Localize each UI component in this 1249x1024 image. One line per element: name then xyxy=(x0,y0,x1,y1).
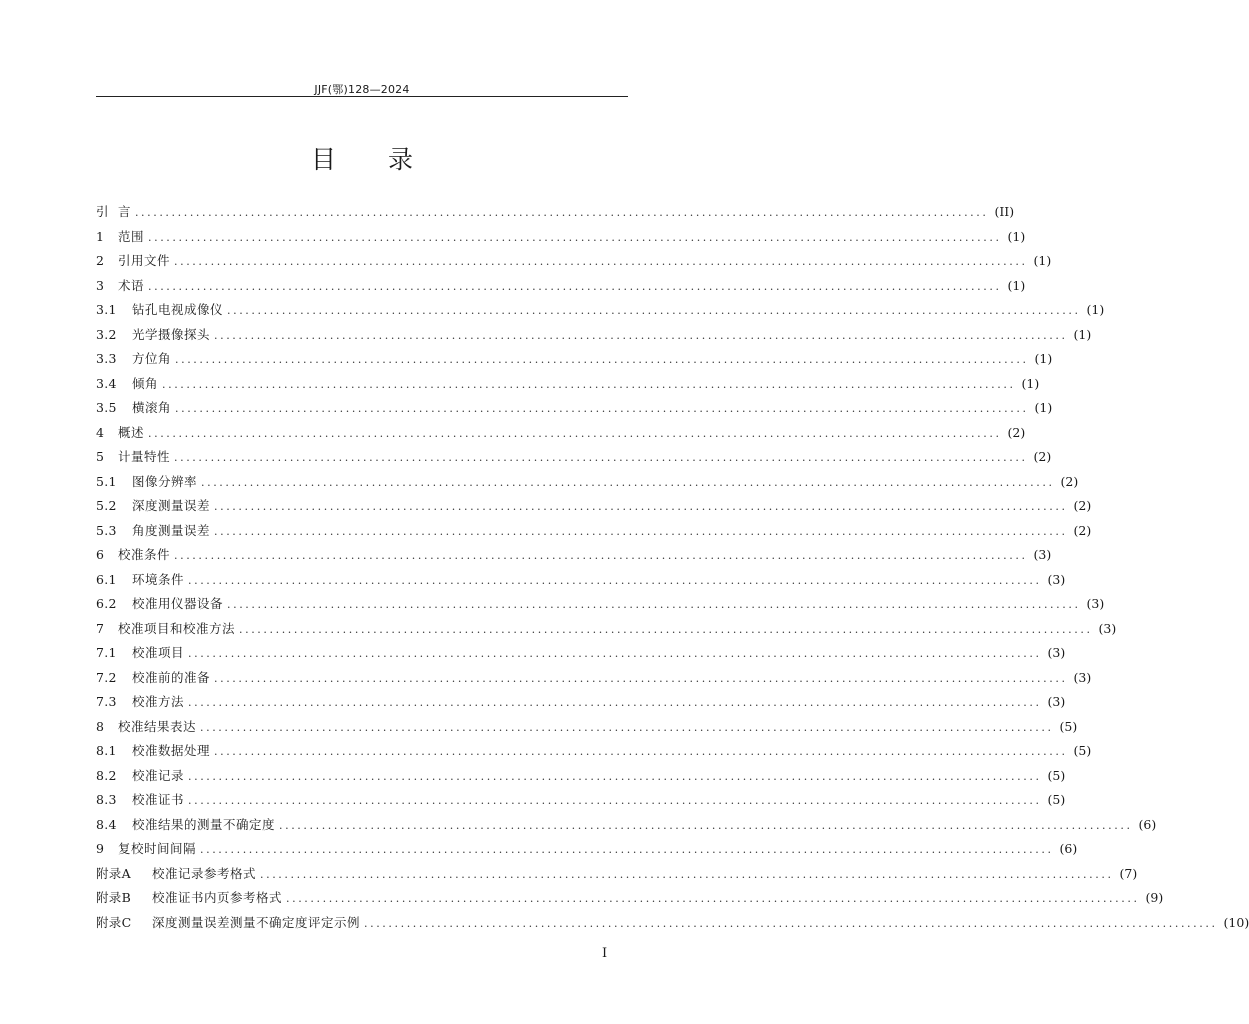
toc-leader-dots: ............................................................................................................................................ xyxy=(148,279,1002,293)
toc-leader-dots: ............................................................................................................................................ xyxy=(214,500,1068,513)
toc-entry-label: 引 言 xyxy=(96,204,131,219)
toc-entry[interactable] xyxy=(96,690,1066,715)
toc-entry-label: 校准项目和校准方法 xyxy=(118,620,236,636)
toc-entry-number: 7.2 xyxy=(96,669,117,685)
toc-entry-page: (2) xyxy=(1060,473,1079,489)
toc-entry-label: 术语 xyxy=(118,277,145,293)
toc-entry[interactable] xyxy=(96,666,1092,691)
toc-leader-dots: ............................................................................................................................................ xyxy=(174,451,1028,464)
toc-entry-label: 计量特性 xyxy=(118,449,171,464)
toc-entry-number: 7 xyxy=(96,620,105,636)
toc-entry-number: 3.4 xyxy=(96,375,117,391)
toc-entry-label: 横滚角 xyxy=(132,400,172,415)
toc-entry[interactable] xyxy=(96,298,1105,323)
toc-entry-number: 附录C xyxy=(96,914,132,930)
toc-leader-dots: ............................................................................................................................................ xyxy=(214,328,1068,342)
toc-entry-label: 环境条件 xyxy=(132,571,185,587)
toc-entry-page: (3) xyxy=(1047,645,1066,660)
toc-entry-number: 附录B xyxy=(96,890,132,905)
toc-entry-number: 3.5 xyxy=(96,400,117,415)
toc-entry-number: 3 xyxy=(96,277,105,293)
toc-leader-dots: ............................................................................................................................................ xyxy=(188,647,1042,660)
toc-entry[interactable] xyxy=(96,592,1105,617)
toc-entry-label: 光学摄像探头 xyxy=(132,326,211,342)
toc-entry-number: 8 xyxy=(96,718,105,734)
toc-entry-label: 复校时间间隔 xyxy=(118,841,197,856)
toc-entry[interactable] xyxy=(96,543,1052,568)
toc-entry-page: (3) xyxy=(1086,596,1105,611)
toc-entry-label: 校准记录参考格式 xyxy=(152,865,257,881)
toc-entry-label: 概述 xyxy=(118,424,145,440)
toc-entry[interactable] xyxy=(96,249,1052,274)
toc-entry-label: 深度测量误差 xyxy=(132,498,211,513)
toc-entry[interactable] xyxy=(96,274,1026,299)
toc-entry-page: (3) xyxy=(1073,669,1092,685)
page-number: I xyxy=(602,946,608,961)
toc-entry[interactable] xyxy=(96,813,1157,838)
toc-leader-dots: ............................................................................................................................................ xyxy=(227,304,1081,317)
toc-entry-number: 6.2 xyxy=(96,596,117,611)
toc-entry[interactable] xyxy=(96,445,1052,470)
toc-entry-page: (1) xyxy=(1086,302,1105,317)
toc-entry-number: 9 xyxy=(96,841,105,856)
toc-entry[interactable] xyxy=(96,788,1066,813)
toc-entry-page: (1) xyxy=(1021,375,1040,391)
toc-entry-number: 6 xyxy=(96,547,105,562)
toc-leader-dots: ............................................................................................................................................ xyxy=(175,353,1029,366)
toc-leader-dots: ............................................................................................................................................ xyxy=(364,916,1218,930)
toc-leader-dots: ............................................................................................................................................ xyxy=(214,671,1068,685)
toc-entry-label: 引用文件 xyxy=(118,253,171,268)
toc-leader-dots: ............................................................................................................................................ xyxy=(174,255,1028,268)
toc-entry-number: 5.1 xyxy=(96,473,117,489)
toc-entry-label: 校准结果的测量不确定度 xyxy=(132,816,276,832)
toc-entry[interactable] xyxy=(96,911,1249,936)
toc-leader-dots: ............................................................................................................................................ xyxy=(188,769,1042,783)
toc-entry-number: 5 xyxy=(96,449,105,464)
table-of-contents xyxy=(96,200,1249,935)
toc-entry-label: 方位角 xyxy=(132,351,172,366)
toc-leader-dots: ............................................................................................................................................ xyxy=(286,892,1140,905)
toc-entry-label: 校准条件 xyxy=(118,547,171,562)
toc-entry-number: 8.2 xyxy=(96,767,117,783)
toc-entry-label: 校准前的准备 xyxy=(132,669,211,685)
toc-entry-page: (1) xyxy=(1007,228,1026,244)
toc-entry-page: (1) xyxy=(1007,277,1026,293)
toc-entry-number: 附录A xyxy=(96,865,131,881)
toc-entry-label: 图像分辨率 xyxy=(132,473,198,489)
toc-entry-label: 角度测量误差 xyxy=(132,522,211,538)
toc-entry-label: 校准项目 xyxy=(132,645,185,660)
toc-entry-page: (1) xyxy=(1073,326,1092,342)
toc-entry[interactable] xyxy=(96,764,1066,789)
toc-leader-dots: ............................................................................................................................................ xyxy=(188,573,1042,587)
toc-leader-dots: ............................................................................................................................................ xyxy=(188,696,1042,709)
toc-entry[interactable] xyxy=(96,715,1078,740)
toc-entry-page: (2) xyxy=(1033,449,1052,464)
toc-entry-label: 校准证书 xyxy=(132,792,185,807)
toc-leader-dots: ............................................................................................................................................ xyxy=(201,475,1055,489)
toc-entry[interactable] xyxy=(96,617,1117,642)
toc-leader-dots: ............................................................................................................................................ xyxy=(200,720,1054,734)
toc-entry[interactable] xyxy=(96,739,1092,764)
toc-entry-number: 7.3 xyxy=(96,694,117,709)
toc-entry[interactable] xyxy=(96,641,1066,666)
toc-entry-page: (5) xyxy=(1047,767,1066,783)
toc-entry-page: (5) xyxy=(1073,743,1092,758)
toc-entry-label: 校准记录 xyxy=(132,767,185,783)
toc-entry[interactable] xyxy=(96,862,1138,887)
header-rule xyxy=(96,96,628,97)
toc-leader-dots: ............................................................................................................................................ xyxy=(279,818,1133,832)
toc-leader-dots: ............................................................................................................................................ xyxy=(200,843,1054,856)
toc-entry-number: 2 xyxy=(96,253,105,268)
toc-entry-page: (2) xyxy=(1073,498,1092,513)
toc-entry-number: 3.2 xyxy=(96,326,117,342)
toc-entry-label: 倾角 xyxy=(132,375,159,391)
toc-entry-label: 校准结果表达 xyxy=(118,718,197,734)
toc-leader-dots: ............................................................................................................................................ xyxy=(214,524,1068,538)
toc-leader-dots: ............................................................................................................................................ xyxy=(239,622,1093,636)
toc-entry[interactable] xyxy=(96,568,1066,593)
toc-entry-page: (3) xyxy=(1033,547,1052,562)
toc-entry[interactable] xyxy=(96,225,1026,250)
toc-entry-label: 校准用仪器设备 xyxy=(132,596,224,611)
toc-leader-dots: ............................................................................................................................................ xyxy=(227,598,1081,611)
toc-entry-page: (7) xyxy=(1119,865,1138,881)
toc-entry-number: 1 xyxy=(96,228,105,244)
toc-entry-number: 5.3 xyxy=(96,522,117,538)
toc-entry-number: 8.1 xyxy=(96,743,117,758)
toc-entry-page: (3) xyxy=(1098,620,1117,636)
toc-entry-label: 深度测量误差测量不确定度评定示例 xyxy=(152,914,361,930)
toc-entry[interactable] xyxy=(96,347,1053,372)
toc-entry-number: 3.1 xyxy=(96,302,117,317)
toc-entry-page: (2) xyxy=(1073,522,1092,538)
toc-leader-dots: ............................................................................................................................................ xyxy=(260,867,1114,881)
toc-entry-number: 6.1 xyxy=(96,571,117,587)
toc-entry[interactable] xyxy=(96,200,1015,225)
toc-leader-dots: ............................................................................................................................................ xyxy=(175,402,1029,415)
toc-entry[interactable] xyxy=(96,470,1079,495)
document-code: JJF(鄂)128—2024 xyxy=(314,83,410,96)
toc-entry-page: (1) xyxy=(1034,400,1053,415)
toc-entry-page: (II) xyxy=(994,204,1015,219)
toc-leader-dots: ............................................................................................................................................ xyxy=(148,230,1002,244)
toc-entry-page: (5) xyxy=(1059,718,1078,734)
toc-entry-number: 8.4 xyxy=(96,816,117,832)
toc-entry[interactable] xyxy=(96,886,1164,911)
toc-leader-dots: ............................................................................................................................................ xyxy=(174,549,1028,562)
toc-entry-number: 7.1 xyxy=(96,645,117,660)
toc-entry[interactable] xyxy=(96,519,1092,544)
toc-entry-page: (6) xyxy=(1138,816,1157,832)
toc-leader-dots: ............................................................................................................................................ xyxy=(162,377,1016,391)
toc-entry-page: (3) xyxy=(1047,571,1066,587)
toc-entry-number: 8.3 xyxy=(96,792,117,807)
toc-leader-dots: ............................................................................................................................................ xyxy=(148,426,1002,440)
toc-entry-page: (3) xyxy=(1047,694,1066,709)
toc-entry-page: (1) xyxy=(1034,351,1053,366)
toc-entry[interactable] xyxy=(96,421,1026,446)
toc-entry-page: (1) xyxy=(1033,253,1052,268)
toc-leader-dots: ............................................................................................................................................ xyxy=(214,745,1068,758)
toc-entry-page: (6) xyxy=(1059,841,1078,856)
toc-entry-label: 校准证书内页参考格式 xyxy=(152,890,283,905)
toc-entry-page: (9) xyxy=(1145,890,1164,905)
page-title: 目 录 xyxy=(311,145,435,174)
toc-entry-number: 3.3 xyxy=(96,351,117,366)
toc-leader-dots: ............................................................................................................................................ xyxy=(188,794,1042,807)
toc-entry-label: 钻孔电视成像仪 xyxy=(132,302,224,317)
toc-entry-label: 范围 xyxy=(118,228,145,244)
toc-entry[interactable] xyxy=(96,494,1092,519)
toc-entry-page: (2) xyxy=(1007,424,1026,440)
toc-entry[interactable] xyxy=(96,396,1053,421)
toc-entry[interactable] xyxy=(96,837,1078,862)
toc-entry-number: 4 xyxy=(96,424,105,440)
toc-entry-page: (10) xyxy=(1223,914,1249,930)
toc-entry-label: 校准数据处理 xyxy=(132,743,211,758)
toc-leader-dots: ............................................................................................................................................ xyxy=(134,206,989,219)
toc-entry-number: 5.2 xyxy=(96,498,117,513)
toc-entry[interactable] xyxy=(96,323,1092,348)
toc-entry[interactable] xyxy=(96,372,1040,397)
toc-entry-label: 校准方法 xyxy=(132,694,185,709)
toc-entry-page: (5) xyxy=(1047,792,1066,807)
